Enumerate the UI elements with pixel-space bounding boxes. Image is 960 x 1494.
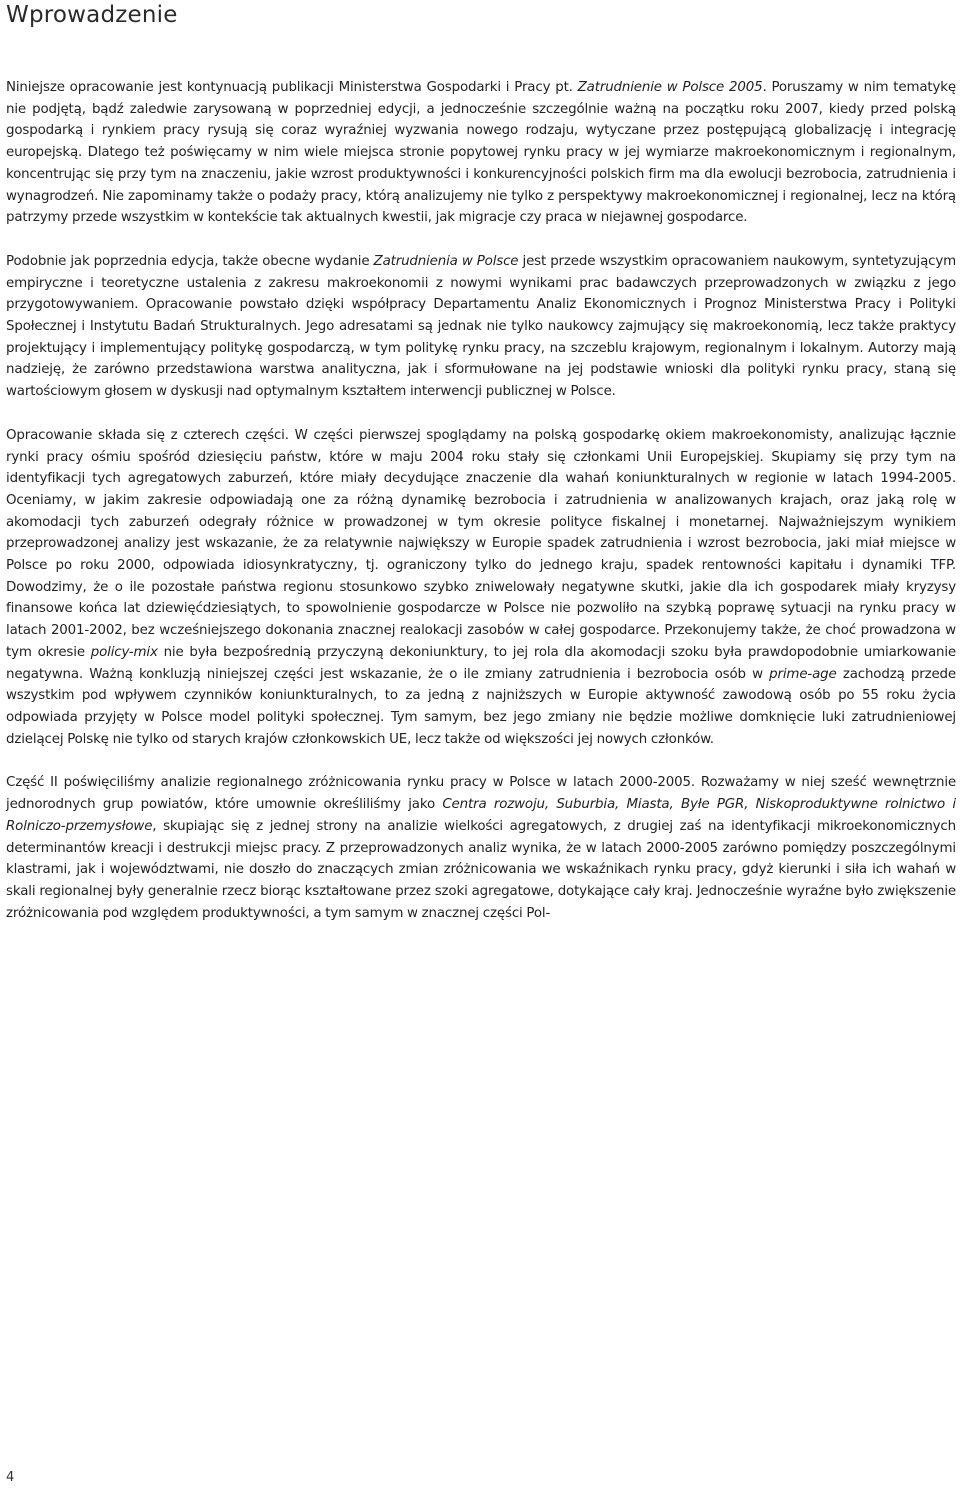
page-number: 4: [6, 1470, 15, 1485]
paragraph-2: [6, 251, 956, 403]
text-run: Opracowanie składa się z czterech części. W części pierwszej spoglądamy na polską gospodarkę okiem makroekonomisty, analizując łącznie rynki pracy ośmiu spośród dziesięciu państw, które w maju 2004 roku stały się członkami Unii Europejskiej. Skupiamy się przy tym na identyfikacji tych agregatowych zaburzeń, które miały decydujące znaczenie dla wahań koniunkturalnych w regionie w latach 1994-2005. Oceniamy, w jakim zakresie odpowiadają one za różną dynamikę bezrobocia i zatrudnienia w analizowanych krajach, oraz jaką rolę w akomodacji tych zaburzeń odegrały różnice w prowadzonej w tym okresie polityce fiskalnej i monetarnej. Najważniejszym wynikiem przeprowadzonej analizy jest wskazanie, że za relatywnie największy w Europie spadek zatrudnienia i wzrost bezrobocia, jaki miał miejsce w Polsce po roku 2000, odpowiada idiosynkratyczny, tj. ograniczony tylko do jednego kraju, spadek rentowności kapitału i dynamiki TFP. Dowodzimy, że o ile pozostałe państwa regionu stosunkowo szybko zniwelowały negatywne skutki, jakie dla ich gospodarek miały kryzysy finansowe końca lat dziewięćdziesiątych, to spowolnienie gospodarcze w Polsce nie pozwoliło na szybką poprawę sytuacji na rynku pracy w latach 2001-2002, bez wcześniejszego dokonania znacznej realokacji zasobów w całej gospodarce. Przekonujemy także, że choć prowadzona w tym okresie: [6, 427, 956, 660]
text-run: Część II poświęciliśmy analizie regionalnego zróżnicowania rynku pracy w Polsce w latach 2000-2005. Rozważamy w niej sześć wewnętrznie jednorodnych grup powiatów, które umownie określiliśmy jako: [6, 775, 956, 813]
document-body: [6, 77, 956, 946]
paragraph-1: [6, 77, 956, 229]
italic-text-run: prime-age: [769, 666, 837, 682]
text-run: nie była bezpośrednią przyczyną dekoniunktury, to jej rola dla akomodacji szoku była prawdopodobnie umiarkowanie negatywna. Ważną konkluzją niniejszej części jest wskazanie, że o ile zmiany zatrudnienia i bezrobocia osób w: [6, 644, 956, 682]
text-run: , skupiając się z jednej strony na analizie wielkości agregatowych, z drugiej zaś na identyfikacji mikroekonomicznych determinantów kreacji i destrukcji miejsc pracy. Z przeprowadzonych analiz wynika, że w latach 2000-2005 zarówno pomiędzy poszczególnymi klastrami, jak i województwami, nie doszło do znaczących zmian zróżnicowania we wskaźnikach rynku pracy, gdyż kierunki i siła ich wahań w skali regionalnej były generalnie rzecz biorąc kształtowane przez szoki agregatowe, dotykające cały kraj. Jednocześnie wyraźne było zwiększenie zróżnicowania pod względem produktywności, a tym samym w znacznej części Pol-: [6, 818, 956, 921]
page-title: Wprowadzenie: [6, 2, 178, 28]
text-run: Podobnie jak poprzednia edycja, także obecne wydanie: [6, 253, 374, 269]
text-run: Niniejsze opracowanie jest kontynuacją publikacji Ministerstwa Gospodarki i Pracy pt.: [6, 80, 578, 95]
italic-text-run: policy-mix: [90, 644, 158, 660]
text-run: jest przede wszystkim opracowaniem naukowym, syntetyzującym empiryczne i teoretyczne ustalenia z zakresu makroekonomii z nowymi wynikami prac badawczych przeprowadzonych w związku z jego przygotowywaniem. Opracowanie powstało dzięki współpracy Departamentu Analiz Ekonomicznych i Prognoz Ministerstwa Pracy i Polityki Społecznej i Instytutu Badań Strukturalnych. Jego adresatami są jednak nie tylko naukowcy zajmujący się makroekonomią, lecz także praktycy projektujący i implementujący politykę gospodarczą, w tym politykę rynku pracy, na szczeblu krajowym, regionalnym i lokalnym. Autorzy mają nadzieję, że zarówno przedstawiona warstwa analityczna, jak i sformułowane na jej podstawie wnioski dla polityki rynku pracy, staną się wartościowym głosem w dyskusji nad optymalnym kształtem interwencji publicznej w Polsce.: [6, 253, 956, 400]
paragraph-3: [6, 425, 956, 751]
text-run: zachodzą przede wszystkim pod wpływem czynników koniunkturalnych, to za jedną z najniższych w Europie aktywność zawodową osób po 55 roku życia odpowiada przyjęty w Polsce model polityki społecznej. Tym samym, bez jego zmiany nie będzie możliwe domknięcie luki zatrudnieniowej dzielącej Polskę nie tylko od starych krajów członkowskich UE, lecz także od większości jej nowych członków.: [6, 666, 956, 747]
italic-text-run: Centra rozwoju, Suburbia, Miasta, Byłe PGR, Niskoproduktywne rolnictwo i Rolniczo-przemysłowe: [6, 797, 956, 834]
italic-text-run: Zatrudnienia w Polsce: [373, 253, 519, 269]
text-run: . Poruszamy w nim tematykę nie podjętą, bądź zaledwie zarysowaną w poprzedniej edycji, a jednocześnie szczególnie ważną na początku roku 2007, kiedy przed polską gospodarką i rynkiem pracy rysują się coraz wyraźniej wyzwania nowego rodzaju, wytyczane przez postępującą globalizację i integrację europejską. Dlatego też poświęcamy w nim wiele miejsca stronie popytowej rynku pracy w jej wymiarze makroekonomicznym i regionalnym, koncentrując się przy tym na znaczeniu, jakie wzrost produktywności i konkurencyjności polskich firm ma dla ewolucji bezrobocia, zatrudnienia i wynagrodzeń. Nie zapominamy także o podaży pracy, którą analizujemy nie tylko z perspektywy makroekonomicznej i regionalnej, lecz na którą patrzymy przede wszystkim w kontekście tak aktualnych kwestii, jak migracje czy praca w niejawnej gospodarce.: [6, 80, 956, 226]
paragraph-4: [6, 772, 956, 924]
italic-text-run: Zatrudnienie w Polsce 2005: [577, 80, 763, 95]
